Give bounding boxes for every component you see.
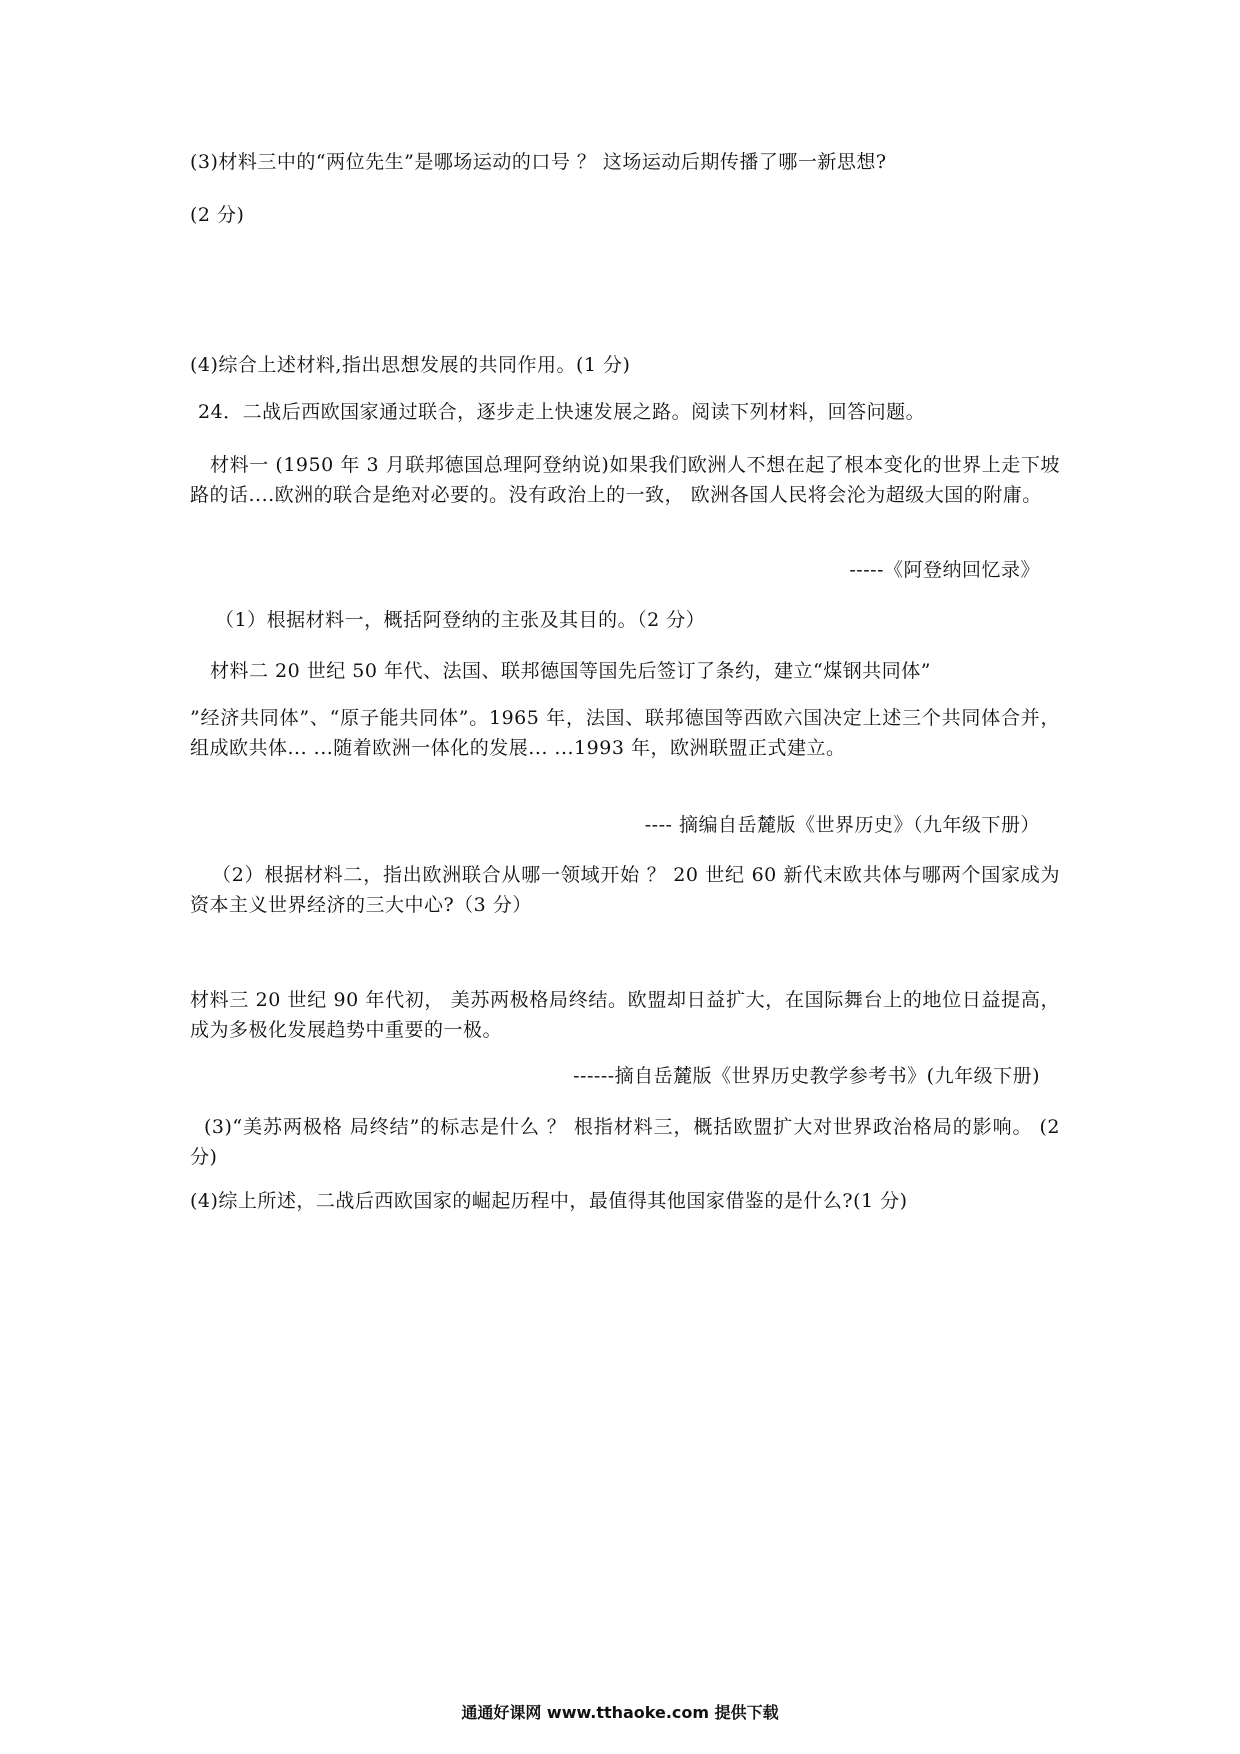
q24-material1: 材料一 (1950 年 3 月联邦德国总理阿登纳说)如果我们欧洲人不想在起了根本变化的世界上走下坡路的话....欧洲的联合是绝对必要的。没有政治上的一致， 欧洲各国人民将会沦为超级大国的附庸。 [190, 454, 1060, 506]
page-footer: 通通好课网 www.tthaoke.com 提供下载 [461, 1703, 779, 1722]
q23-sub4: (4)综合上述材料,指出思想发展的共同作用。(1 分) [190, 354, 631, 376]
q24-sub4: (4)综上所述，二战后西欧国家的崛起历程中，最值得其他国家借鉴的是什么?(1 分) [190, 1190, 908, 1212]
q24-sub2: （2）根据材料二，指出欧洲联合从哪一领域开始 ？ 20 世纪 60 新代末欧共体与哪两个国家成为资本主义世界经济的三大中心?（3 分） [190, 864, 1060, 916]
q24-material3: 材料三 20 世纪 90 年代初， 美苏两极格局终结。欧盟却日益扩大，在国际舞台上的地位日益提高， 成为多极化发展趋势中重要的一极。 [190, 989, 1060, 1041]
q24-material2: 材料二 20 世纪 50 年代、法国、联邦德国等国先后签订了条约，建立“煤钢共同体” [210, 660, 931, 682]
q24-material1-source: -----《阿登纳回忆录》 [849, 559, 1040, 581]
q24-sub1: （1）根据材料一，概括阿登纳的主张及其目的。（2 分） [215, 609, 706, 631]
q23-sub3-score: (2 分) [190, 204, 245, 226]
q23-sub3: (3)材料三中的“两位先生”是哪场运动的口号 ？ 这场运动后期传播了哪一新思想? [190, 151, 887, 173]
q24-material2-source: ---- 摘编自岳麓版《世界历史》（九年级下册） [644, 814, 1040, 836]
q24-sub3: (3)“美苏两极格 局终结”的标志是什么 ？ 根指材料三，概括欧盟扩大对世界政治格局的影响。 (2 分) [190, 1116, 1060, 1168]
q24-material3-source: ------摘自岳麓版《世界历史教学参考书》(九年级下册) [573, 1065, 1040, 1087]
q24-material2-cont: ”经济共同体”、“原子能共同体”。1965 年，法国、联邦德国等西欧六国决定上述三个共同体合并，组成欧共体... ...随着欧洲一体化的发展... ...1993 年，欧洲联盟正式建立。 [190, 707, 1060, 759]
q24-intro: 24．二战后西欧国家通过联合，逐步走上快速发展之路。阅读下列材料，回答问题。 [198, 401, 926, 423]
